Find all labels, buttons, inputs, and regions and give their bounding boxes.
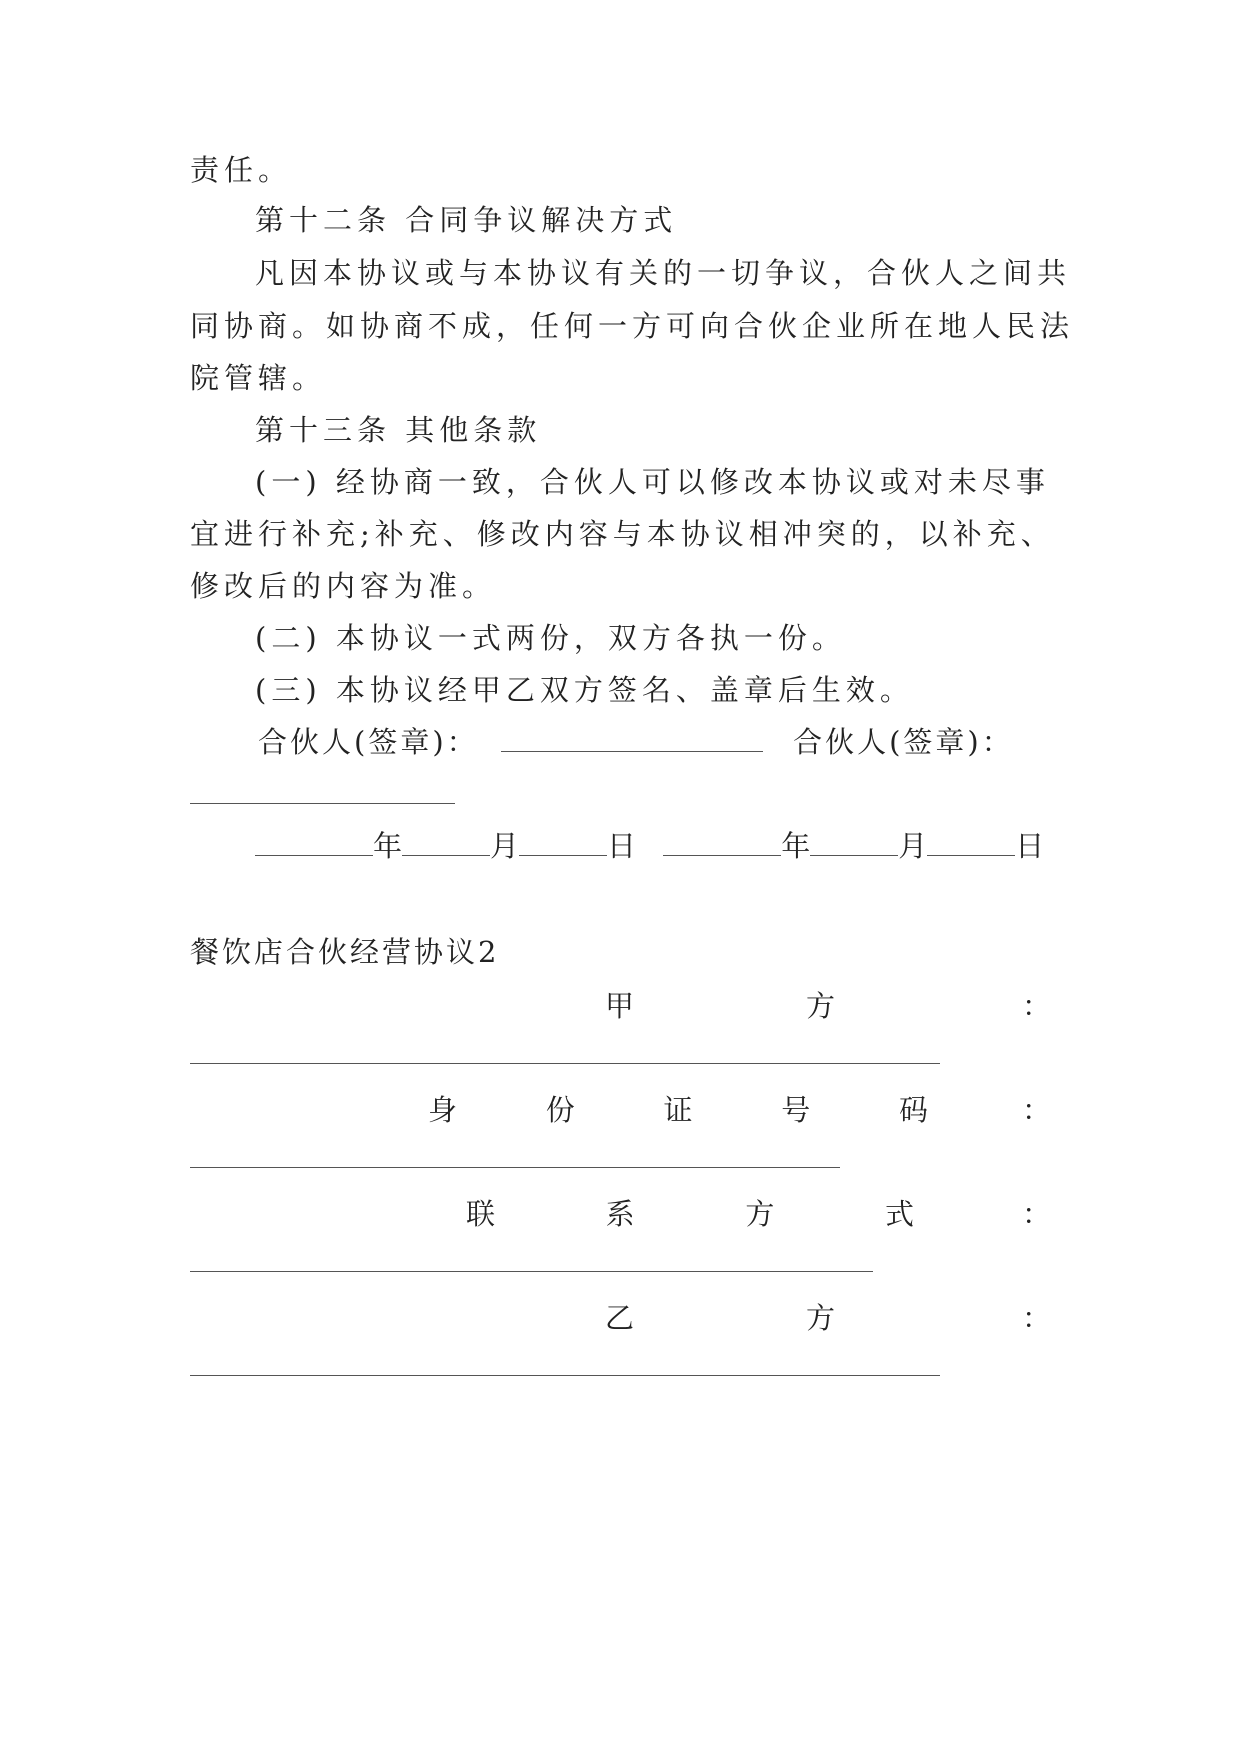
contact-label	[466, 1194, 914, 1234]
id-number-char-1: 身	[428, 1093, 458, 1127]
signature-blank-a[interactable]	[501, 723, 763, 752]
contact-char-4: 式	[884, 1197, 914, 1231]
article-12-line-3: 院管辖。	[190, 361, 327, 395]
id-number-char-3: 证	[663, 1093, 693, 1127]
party-a-label	[605, 986, 835, 1026]
party-a-colon: ：	[1022, 989, 1052, 1023]
id-number-char-4: 号	[781, 1093, 811, 1127]
article-12-heading: 第十二条 合同争议解决方式	[255, 203, 678, 237]
date-b-year-blank[interactable]	[663, 827, 781, 856]
date-b-day-label: 日	[1015, 829, 1045, 863]
signature-label-b: 合伙人(签章)：	[793, 725, 1014, 759]
article-13-heading: 第十三条 其他条款	[255, 413, 542, 447]
date-b-month-label: 月	[898, 829, 928, 863]
article-13-item-1-line-2: 宜进行补充;补充、修改内容与本协议相冲突的，以补充、	[190, 517, 1055, 551]
party-a-char-2: 方	[805, 989, 835, 1023]
date-row	[255, 826, 1115, 866]
article-13-item-1-line-3: 修改后的内容为准。	[190, 569, 497, 603]
article-12-line-1: 凡因本协议或与本协议有关的一切争议，合伙人之间共	[255, 256, 1072, 290]
party-b-blank[interactable]	[190, 1375, 940, 1376]
article-12-line-2: 同协商。如协商不成，任何一方可向合伙企业所在地人民法	[190, 309, 1075, 343]
party-b-char-1: 乙	[605, 1301, 635, 1335]
signature-blank-b[interactable]	[190, 803, 455, 804]
article-13-item-2: (二) 本协议一式两份，双方各执一份。	[255, 621, 846, 655]
date-a-year-label: 年	[373, 829, 403, 863]
id-number-label	[428, 1090, 928, 1130]
article-13-item-3: (三) 本协议经甲乙双方签名、盖章后生效。	[255, 673, 914, 707]
date-a-day-label: 日	[607, 829, 637, 863]
date-a-month-label: 月	[490, 829, 520, 863]
party-b-label	[605, 1298, 835, 1338]
id-number-char-5: 码	[898, 1093, 928, 1127]
party-b-colon: ：	[1022, 1301, 1052, 1335]
id-number-blank[interactable]	[190, 1167, 840, 1168]
contact-char-3: 方	[745, 1197, 775, 1231]
date-b-day-blank[interactable]	[927, 827, 1015, 856]
id-number-colon: ：	[1022, 1093, 1052, 1127]
party-a-blank[interactable]	[190, 1063, 940, 1064]
agreement-2-title: 餐饮店合伙经营协议2	[190, 935, 500, 969]
date-b-year-label: 年	[781, 829, 811, 863]
date-a-year-blank[interactable]	[255, 827, 373, 856]
date-a-day-blank[interactable]	[519, 827, 607, 856]
article-13-item-1-line-1: (一) 经协商一致，合伙人可以修改本协议或对未尽事	[255, 465, 1050, 499]
party-a-char-1: 甲	[605, 989, 635, 1023]
contact-colon: ：	[1022, 1197, 1052, 1231]
contact-char-2: 系	[605, 1197, 635, 1231]
contact-char-1: 联	[466, 1197, 496, 1231]
contact-blank[interactable]	[190, 1271, 873, 1272]
date-b-month-blank[interactable]	[810, 827, 898, 856]
date-a-month-blank[interactable]	[402, 827, 490, 856]
paragraph-end-text: 责任。	[190, 153, 293, 187]
party-b-char-2: 方	[805, 1301, 835, 1335]
signature-label-a: 合伙人(签章)：	[258, 725, 479, 759]
id-number-char-2: 份	[545, 1093, 575, 1127]
signature-row	[258, 722, 1118, 762]
